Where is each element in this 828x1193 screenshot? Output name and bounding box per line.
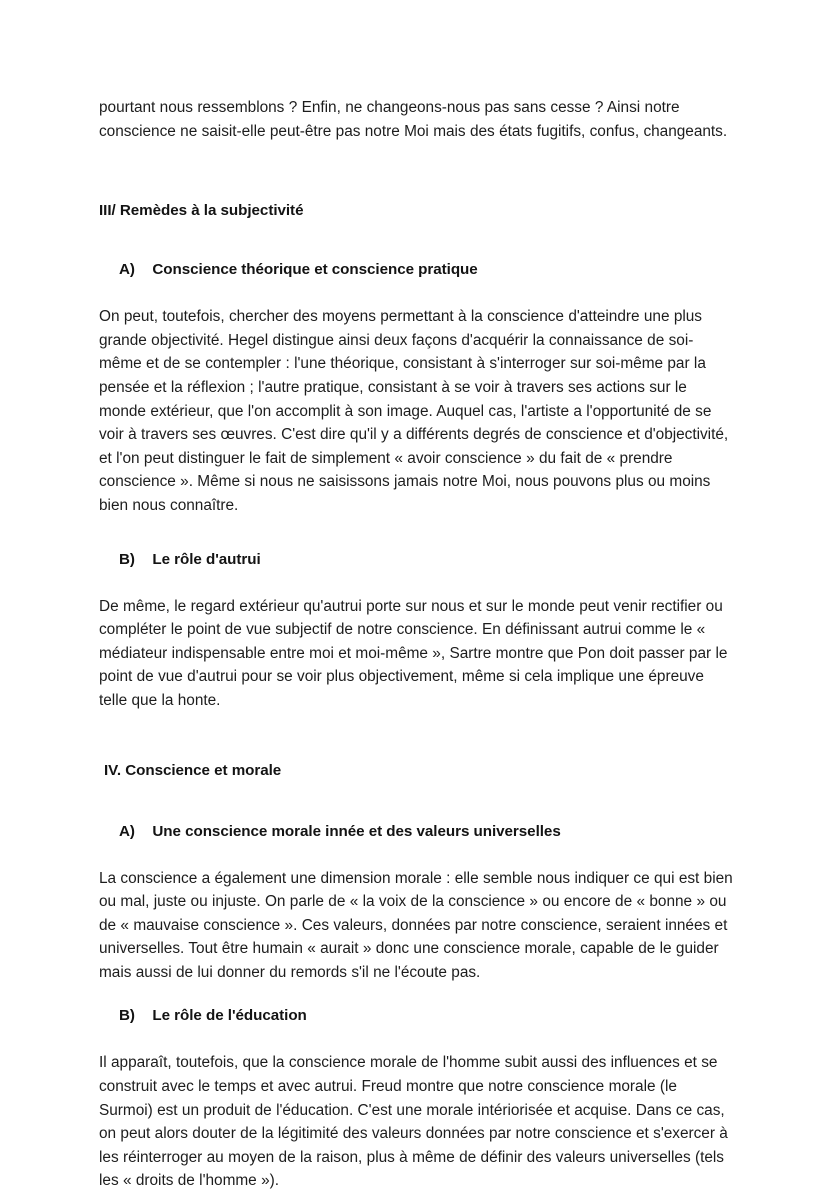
subsection-tab-gap: [135, 1007, 152, 1024]
paragraph-iii-a: On peut, toutefois, chercher des moyens permettant à la conscience d'atteindre une plus grande objectivité. Hegel distingue ainsi deux façons d'acquérir la connaissance de soi-même et de se contempler : l'une théorique, consistant à s'interroger sur soi-même par la pensée et la réflexion ; l'autre pratique, consistant à se voir à travers ses actions sur le monde extérieur, que l'on accomplit à son image. Auquel cas, l'artiste a l'opportunité de se voir à travers ses œuvres. C'est dire qu'il y a différents degrés de conscience et d'objectivité, et l'on peut distinguer le fait de simplement « avoir conscience » du fait de « prendre conscience ». Même si nous ne saisissons jamais notre Moi, nous pouvons plus ou moins bien nous connaître.: [99, 308, 729, 514]
paragraph-iii-b: De même, le regard extérieur qu'autrui porte sur nous et sur le monde peut venir rectifier ou compléter le point de vue subjectif de notre conscience. En définissant autrui comme le « médiateur indispensable entre moi et moi-même », Sartre montre que Pon doit passer par le point de vue d'autrui pour se voir plus objectivement, même si cela implique une épreuve telle que la honte.: [99, 597, 728, 709]
subsection-tab-gap: [135, 823, 152, 840]
subsection-title-iv-b: Le rôle de l'éducation: [152, 1007, 307, 1025]
subsection-tab-gap: [135, 261, 152, 278]
subsection-label-iv-b: B): [119, 1007, 135, 1025]
spacer: [99, 1027, 733, 1051]
subsection-label-iii-a: A): [119, 261, 135, 279]
section-heading-iv: IV. Conscience et morale: [104, 761, 282, 779]
subsection-heading-iv-b: [99, 1004, 733, 1027]
section-heading-iii: III/ Remèdes à la subjectivité: [99, 202, 304, 220]
subsection-heading-iii-a: [99, 258, 733, 281]
spacer: [99, 281, 733, 305]
subsection-label-iv-a: A): [119, 822, 135, 840]
intro-paragraph: pourtant nous ressemblons ? Enfin, ne changeons-nous pas sans cesse ? Ainsi notre conscience ne saisit-elle peut-être pas notre Moi mais des états fugitifs, confus, changeants.: [99, 99, 728, 140]
spacer: [99, 571, 733, 595]
subsection-title-iv-a: Une conscience morale innée et des valeurs universelles: [152, 822, 561, 840]
subsection-tab-gap: [135, 551, 152, 568]
document-text-column: [99, 96, 733, 1193]
subsection-title-iii-b: Le rôle d'autrui: [152, 550, 261, 568]
spacer: [99, 713, 733, 759]
subsection-heading-iv-a: [99, 820, 733, 843]
subsection-title-iii-a: Conscience théorique et conscience pratique: [152, 261, 478, 279]
paragraph-iv-a: La conscience a également une dimension morale : elle semble nous indiquer ce qui est bien ou mal, juste ou injuste. On parle de « la voix de la conscience » ou encore de « bonne » ou de « mauvaise conscience ». Ces valeurs, données par notre conscience, seraient innées et universelles. Tout être humain « aurait » donc une conscience morale, capable de le guider mais aussi de lui donner du remords s'il ne l'écoute pas.: [99, 869, 733, 981]
subsection-label-iii-b: B): [119, 550, 135, 568]
spacer: [99, 222, 733, 258]
spacer: [99, 782, 733, 820]
spacer: [99, 843, 733, 867]
subsection-heading-iii-b: [99, 548, 733, 571]
spacer: [99, 518, 733, 548]
spacer: [99, 984, 733, 1004]
paragraph-iv-b: Il apparaît, toutefois, que la conscience morale de l'homme subit aussi des influences et se construit avec le temps et avec autrui. Freud montre que notre conscience morale (le Surmoi) est un produit de l'éducation. C'est une morale intériorisée et acquise. Dans ce cas, on peut alors douter de la légitimité des valeurs données par notre conscience et s'exercer à les réinterroger au moyen de la raison, plus à même de définir des valeurs universelles (tels les « droits de l'homme »).: [99, 1054, 728, 1190]
spacer: [99, 143, 733, 199]
